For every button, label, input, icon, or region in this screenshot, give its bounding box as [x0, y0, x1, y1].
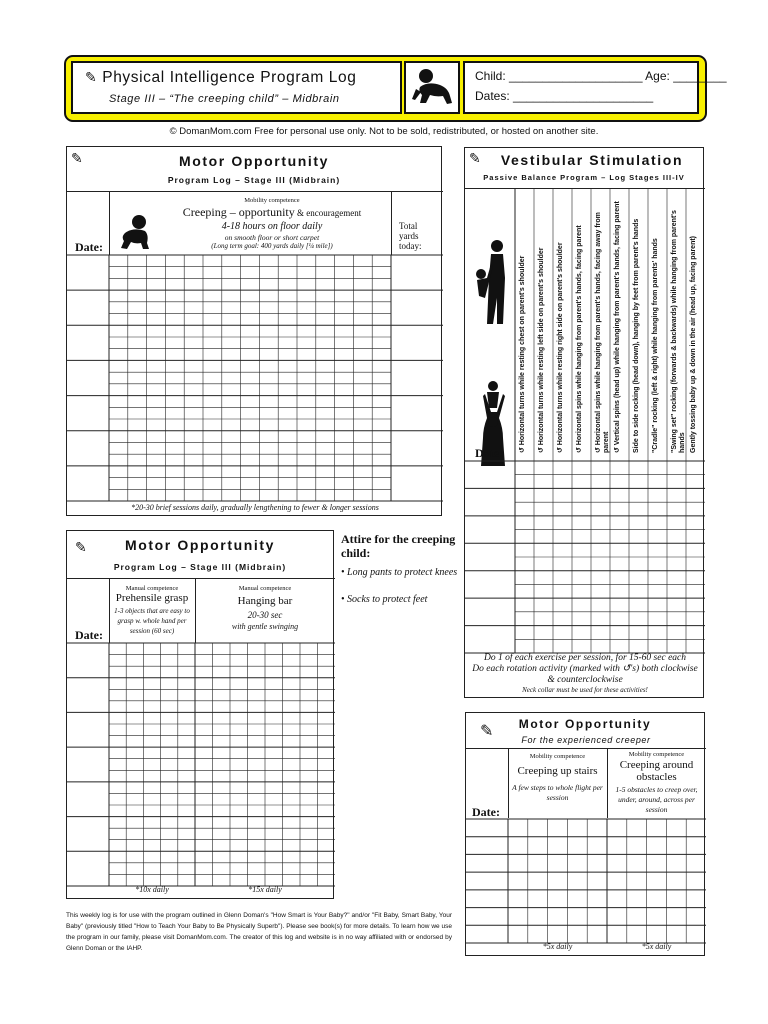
pencil-icon: ✎	[85, 69, 98, 85]
frequency-footnote: *5x daily	[641, 942, 672, 951]
vestibular-column-header: "Cradle" rocking (left & right) while hanging from parents' hands	[652, 238, 659, 453]
experienced-log-grid[interactable]	[466, 713, 706, 957]
vestibular-column-header: Side to side rocking (head down), hanging by feet from parent's hands	[633, 218, 640, 453]
box-title: Motor Opportunity	[124, 537, 276, 553]
vestibular-log-grid[interactable]	[465, 148, 705, 699]
prehensile-grasp-desc: 1-3 objects that are easy to grasp w. whole hand per session (60 sec)	[114, 607, 190, 635]
attire-title: Attire for the creeping child:	[341, 532, 456, 560]
page-title: Physical Intelligence Program Log	[102, 69, 357, 86]
child-field[interactable]: Child: ____________________	[475, 69, 643, 83]
rotation-note: Do each rotation activity (marked with ↺'s) both clockwise & counterclockwise	[472, 664, 698, 685]
age-field[interactable]: Age: ________	[645, 69, 727, 83]
date-label: Date:	[475, 446, 503, 460]
box-subtitle: For the experienced creeper	[521, 735, 651, 745]
box-title: Vestibular Stimulation	[500, 152, 684, 168]
competence-label: Mobility competence	[244, 197, 300, 204]
motor-opportunity-experienced-box	[465, 712, 705, 956]
surface-label: on smooth floor or short carpet	[224, 233, 320, 242]
vestibular-column-header: ↺ Horizontal turns while resting chest on parent's shoulder	[519, 255, 526, 453]
creeping-stairs-title: Creeping up stairs	[517, 765, 598, 777]
vestibular-column-header: Gently tossing baby up & down in the air (head up, facing parent)	[690, 235, 697, 453]
box-subtitle: Program Log – Stage III (Midbrain)	[167, 175, 341, 185]
activity-title: Creeping – opportunity	[182, 205, 295, 219]
hanging-bar-title: Hanging bar	[237, 595, 293, 607]
neck-collar-note: Neck collar must be used for these activities!	[522, 686, 648, 694]
hanging-bar-desc: with gentle swinging	[231, 622, 299, 631]
pencil-icon: ✎	[71, 150, 83, 166]
attire-item: • Long pants to protect knees	[341, 567, 458, 578]
creeping-baby-icon	[404, 61, 460, 114]
date-label: Date:	[75, 240, 103, 254]
manual-log-grid[interactable]	[67, 531, 335, 900]
creeping-log-grid[interactable]	[67, 147, 443, 517]
total-yards-label: Total yards today:	[399, 221, 422, 251]
dates-field[interactable]: Dates: _____________________	[475, 89, 654, 103]
creeping-stairs-desc: A few steps to whole flight per session	[512, 783, 603, 802]
box-title: Motor Opportunity	[518, 717, 652, 731]
pencil-icon: ✎	[469, 150, 481, 166]
exercise-note: Do 1 of each exercise per session, for 15-60 sec each	[484, 653, 686, 663]
creeping-obstacles-desc: 1-5 obstacles to creep over, under, around, across per session	[615, 785, 698, 814]
header-title-box	[71, 61, 402, 114]
vestibular-column-header: ↺ Vertical spins (head up) while hanging from parent's hands, facing parent	[614, 201, 621, 453]
date-label: Date:	[472, 805, 500, 819]
copyright-notice: © DomanMom.com Free for personal use only. Not to be sold, redistributed, or hosted on another site.	[169, 126, 599, 137]
creeping-obstacles-title: Creeping around obstacles	[619, 759, 694, 783]
goal-label: (Long term goal: 400 yards daily [¼ mile])	[211, 242, 333, 250]
disclaimer-text: This weekly log is for use with the program outlined in Glenn Doman's "How Smart is Your Baby?" and/or "Fit Baby, Smart Baby, Your Baby" (previously titled "How to Teach Your Baby to Be Physically Superb"). Please see book(s) for more details. To learn how we use the program in our family, please visit DomanMom.com. The creator of this log and website is in no way affiliated with or endorsed by Glenn Doman or the IAHP.	[66, 912, 452, 952]
vestibular-stimulation-box	[464, 147, 704, 698]
hours-label: 4-18 hours on floor daily	[221, 221, 323, 232]
box-subtitle: Passive Balance Program – Log Stages III-IV	[483, 173, 685, 182]
pencil-icon: ✎	[480, 723, 494, 740]
competence-label: Manual competence	[238, 585, 292, 592]
date-label: Date:	[75, 628, 103, 642]
hanging-bar-duration: 20-30 sec	[247, 610, 283, 620]
child-info-box	[463, 61, 727, 114]
box-title: Motor Opportunity	[178, 153, 330, 169]
competence-label: Manual competence	[125, 585, 179, 592]
box-subtitle: Program Log – Stage III (Midbrain)	[113, 562, 287, 572]
vestibular-column-header: ↺ Horizontal turns while resting left side on parent's shoulder	[538, 247, 545, 453]
frequency-footnote: *5x daily	[542, 942, 573, 951]
vestibular-column-header: "Swing set" rocking (forwards & backwards) while hanging from parent's hands	[671, 210, 686, 453]
vestibular-column-header: ↺ Horizontal turns while resting right side on parent's shoulder	[557, 242, 564, 453]
motor-opportunity-manual-box	[66, 530, 334, 899]
sessions-footnote: *20-30 brief sessions daily, gradually lengthening to fewer & longer sessions	[131, 503, 379, 512]
competence-label: Mobility competence	[529, 753, 586, 760]
attire-item: • Socks to protect feet	[341, 594, 428, 605]
frequency-footnote: *10x daily	[135, 885, 169, 894]
competence-label: Mobility competence	[628, 751, 685, 758]
prehensile-grasp-title: Prehensile grasp	[115, 592, 189, 604]
frequency-footnote: *15x daily	[248, 885, 282, 894]
pencil-icon: ✎	[75, 539, 87, 555]
motor-opportunity-creeping-box	[66, 146, 442, 516]
activity-suffix: & encouragement	[294, 208, 362, 218]
vestibular-column-header: ↺ Horizontal spins while hanging from parent's hands, facing parent	[576, 225, 583, 453]
page-subtitle: Stage III – “The creeping child” – Midbrain	[109, 93, 340, 105]
vestibular-column-header: ↺ Horizontal spins while hanging from parent's hands, facing away from parent	[595, 212, 610, 453]
